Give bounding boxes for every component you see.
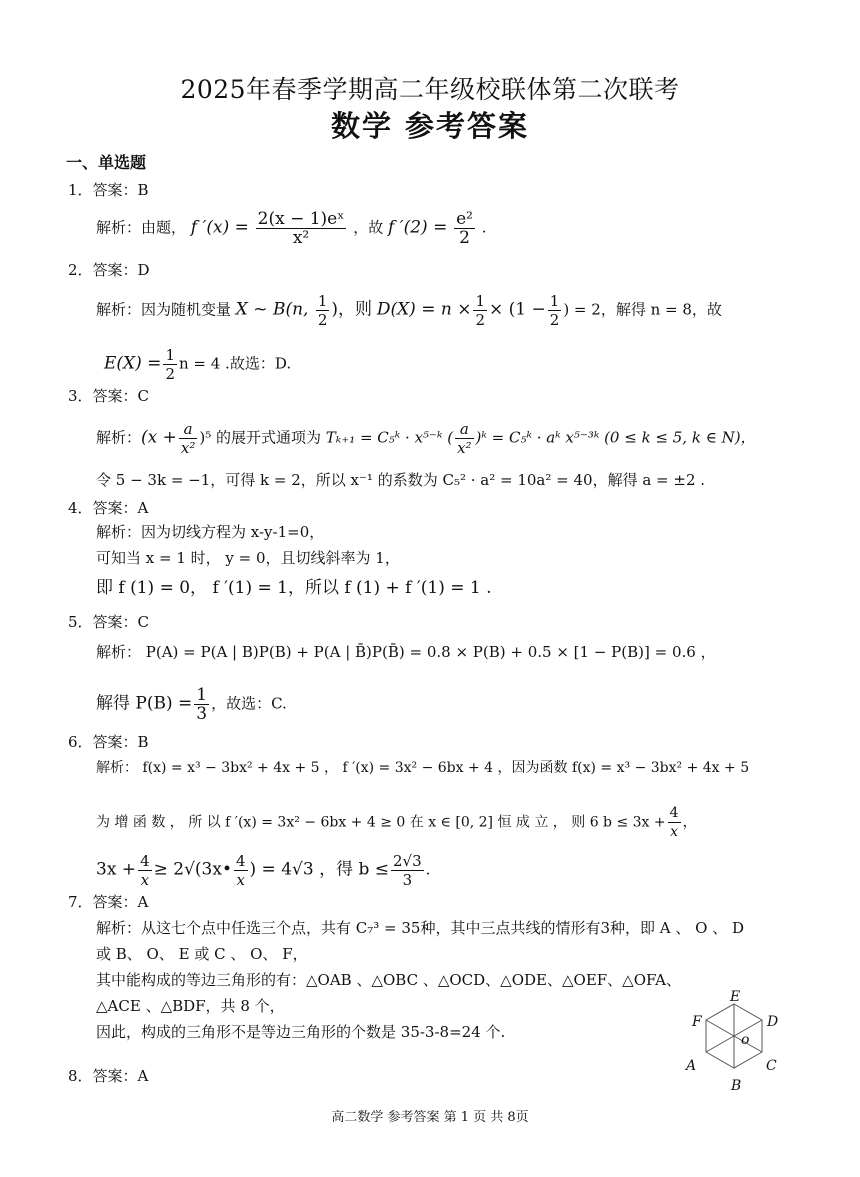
q2-text-d: D(X) = n ×: [376, 299, 472, 320]
section-heading: 一、单选题: [66, 153, 147, 172]
label-o: o: [741, 1032, 750, 1048]
q2-frac2-den: 2: [475, 311, 486, 329]
q3-frac-den: x²: [180, 439, 196, 457]
q1-frac-num: 2(x − 1)eˣ: [257, 209, 345, 229]
q2-frac-half-1: [316, 292, 330, 329]
q6-frac-4: [391, 852, 424, 889]
q2-solution-line2: [104, 346, 291, 383]
q5-frac: [194, 686, 209, 723]
q7-line1: 解析：从这七个点中任选三个点，共有 C₇³ = 35种，其中三点共线的情形有3种，即 A 、 O 、 D: [96, 919, 745, 937]
q2-text-b: X ~ B(n,: [235, 299, 314, 320]
exam-subtitle: 数学 参考答案: [330, 109, 530, 143]
q2-text-g: E(X) =: [104, 353, 162, 374]
q3-text-a: 解析：: [96, 428, 142, 447]
label-c: C: [766, 1058, 777, 1074]
q2-text-a: 解析：因为随机变量: [96, 300, 232, 319]
q1-mid: ，故: [353, 218, 384, 237]
q6-line2: [96, 804, 697, 841]
q1-frac-den: x²: [292, 228, 310, 248]
q3-solution-line1: [96, 420, 756, 457]
q3-frac2-den: x²: [457, 439, 472, 457]
q6-text-a: 为 增 函 数 ， 所 以 f ′(x) = 3x² − 6bx + 4 ≥ 0 在 x ∈ [0, 2] 恒 成 立 ， 则 6 b ≤ 3x +: [96, 814, 666, 831]
q6-frac3-den: x: [236, 871, 245, 889]
q6-frac4-den: 3: [402, 871, 413, 889]
q6-text-c: 3x +: [96, 859, 137, 880]
q5-text-b: ，故选：C.: [211, 694, 287, 713]
hexagon-figure: [680, 988, 790, 1098]
q2-frac-num: 1: [317, 292, 328, 310]
q4-line3: 即 f (1) = 0， f ′(1) = 1，所以 f (1) + f ′(1) = 1 .: [96, 578, 492, 598]
label-e: E: [730, 989, 741, 1005]
q7-line3: 其中能构成的等边三角形的有：△OAB 、△OBC 、△OCD、△ODE、△OEF、△OFA、: [96, 971, 681, 989]
q3-answer: 3．答案：C: [68, 387, 150, 405]
q2-answer: 2．答案：D: [68, 261, 150, 279]
q1-frac2-den: 2: [459, 228, 470, 248]
q1-frac: [256, 210, 347, 247]
q2-frac4-den: 2: [165, 365, 175, 383]
q3-frac-1: [179, 420, 197, 457]
q6-frac-den: x: [670, 824, 679, 840]
q6-text-d: ≥ 2√(3x•: [153, 859, 232, 880]
q3-text-e: )ᵏ = C₅ᵏ · aᵏ x⁵⁻³ᵏ (0 ≤ k ≤ 5, k ∈ N)，: [475, 428, 756, 447]
label-a: A: [686, 1058, 697, 1074]
q5-text-a: 解得 P(B) =: [96, 693, 193, 714]
q6-answer: 6．答案：B: [68, 733, 149, 751]
q6-frac2-num: 4: [140, 852, 150, 870]
q3-frac2-num: a: [455, 420, 473, 439]
q7-line2: 或 B、 O、 E 或 C 、 O、 F，: [96, 945, 308, 963]
q5-frac-num: 1: [196, 685, 208, 705]
q5-answer: 5．答案：C: [68, 613, 150, 631]
q7-line4: △ACE 、△BDF，共 8 个，: [96, 997, 285, 1015]
q2-frac-half-3: [548, 292, 562, 329]
q1-frac2-num: e²: [456, 209, 473, 229]
q5-frac-den: 3: [196, 704, 208, 724]
q6-text-b: ，: [682, 814, 697, 831]
q2-text-e: × (1 −: [489, 299, 546, 320]
q4-line2: 可知当 x = 1 时， y = 0，且切线斜率为 1，: [96, 549, 400, 567]
q6-frac3-num: 4: [235, 852, 246, 870]
q4-answer: 4．答案：A: [68, 499, 149, 517]
exam-title: 2025年春季学期高二年级校联体第二次联考: [180, 75, 680, 104]
q2-frac-half-4: [163, 346, 177, 383]
q6-frac4-num: 2√3: [393, 852, 422, 870]
q2-frac2-num: 1: [475, 292, 486, 310]
q6-text-f: .: [425, 860, 431, 879]
label-b: B: [731, 1078, 742, 1094]
q6-frac-num: 4: [669, 805, 679, 821]
q7-line5: 因此，构成的三角形不是等边三角形的个数是 35-3-8=24 个.: [96, 1023, 506, 1041]
page-footer: 高二数学 参考答案 第 1 页 共 8页: [331, 1110, 529, 1125]
q2-frac3-den: 2: [549, 311, 560, 329]
q1-end: .: [481, 218, 487, 237]
q5-line2: [96, 686, 287, 723]
q3-text-b: (x +: [141, 427, 177, 448]
q6-frac2-den: x: [140, 871, 150, 889]
q1-answer: 1．答案：B: [68, 181, 149, 199]
q1-frac2: [454, 210, 475, 247]
q1-f2-lhs: f ′(2) =: [388, 217, 448, 238]
q2-text-f: ) = 2，解得 n = 8，故: [563, 300, 722, 319]
q2-frac-half-2: [473, 292, 487, 329]
q5-line1: 解析： P(A) = P(A | B)P(B) + P(A | B̄)P(B̄) = 0.8 × P(B) + 0.5 × [1 − P(B)] = 0.6 ，: [96, 643, 716, 661]
q2-frac4-num: 1: [165, 346, 175, 364]
label-d: D: [767, 1014, 779, 1030]
q2-text-h: n = 4 .故选：D.: [178, 354, 292, 373]
label-f: F: [692, 1014, 702, 1030]
q3-text-c: )⁵ 的展开式通项为: [199, 428, 322, 447]
q3-frac-num: a: [179, 420, 197, 439]
q6-frac-2: [138, 852, 152, 889]
q3-solution-line2: 令 5 − 3k = −1，可得 k = 2，所以 x⁻¹ 的系数为 C₅² · a² = 10a² = 40，解得 a = ±2 .: [96, 471, 706, 489]
q6-line1: 解析： f(x) = x³ − 3bx² + 4x + 5 ， f ′(x) = 3x² − 6bx + 4 ，因为函数 f(x) = x³ − 3bx² + 4x + 5: [96, 760, 750, 776]
q8-answer: 8．答案：A: [68, 1067, 149, 1085]
q3-text-d: Tₖ₊₁ = C₅ᵏ · x⁵⁻ᵏ (: [325, 428, 454, 447]
q2-frac3-num: 1: [549, 292, 560, 310]
q6-frac-3: [234, 852, 248, 889]
q3-frac-2: [455, 420, 473, 457]
q6-text-e: ) = 4√3 ，得 b ≤: [249, 859, 390, 880]
q1-sol-prefix: 解析：由题，: [96, 218, 187, 237]
q4-line1: 解析：因为切线方程为 x-y-1=0，: [96, 523, 325, 541]
q1-solution: [96, 210, 487, 247]
q6-frac-1: [668, 804, 681, 841]
q2-solution-line1: [96, 292, 722, 329]
q7-answer: 7．答案：A: [68, 893, 149, 911]
q2-text-c: )，则: [331, 299, 373, 320]
q2-frac-den: 2: [317, 311, 328, 329]
q1-f-lhs: f ′(x) =: [190, 217, 249, 238]
q6-line3: [96, 852, 430, 889]
